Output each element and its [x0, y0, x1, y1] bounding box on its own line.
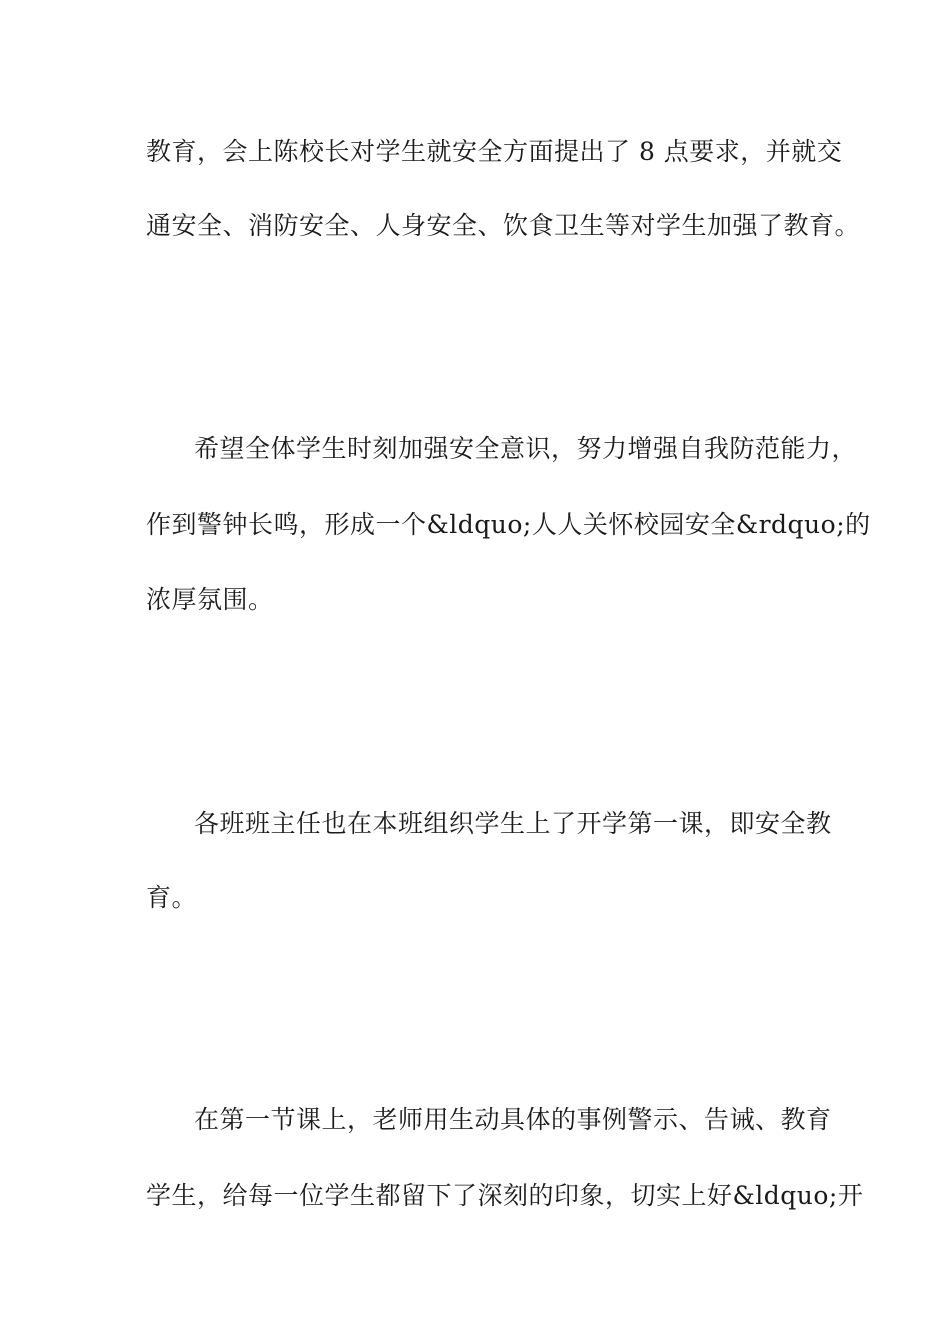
paragraph-4-line-2: 学生，给每一位学生都留下了深刻的印象，切实上好&ldquo;开 [146, 1181, 864, 1210]
paragraph-3-line-2: 育。 [146, 883, 198, 912]
paragraph-1-line-2: 通安全、消防安全、人身安全、饮食卫生等对学生加强了教育。 [146, 211, 861, 240]
paragraph-2-line-3: 浓厚氛围。 [146, 585, 274, 614]
paragraph-4-line-1: 在第一节课上，老师用生动具体的事例警示、告诫、教育 [194, 1105, 832, 1134]
paragraph-1-line-1: 教育，会上陈校长对学生就安全方面提出了 8 点要求，并就交 [146, 137, 843, 166]
paragraph-2-line-1: 希望全体学生时刻加强安全意识，努力增强自我防范能力， [194, 434, 858, 463]
paragraph-2-line-2: 作到警钟长鸣，形成一个&ldquo;人人关怀校园安全&rdquo;的 [146, 510, 871, 539]
paragraph-3-line-1: 各班班主任也在本班组织学生上了开学第一课，即安全教 [194, 809, 832, 838]
